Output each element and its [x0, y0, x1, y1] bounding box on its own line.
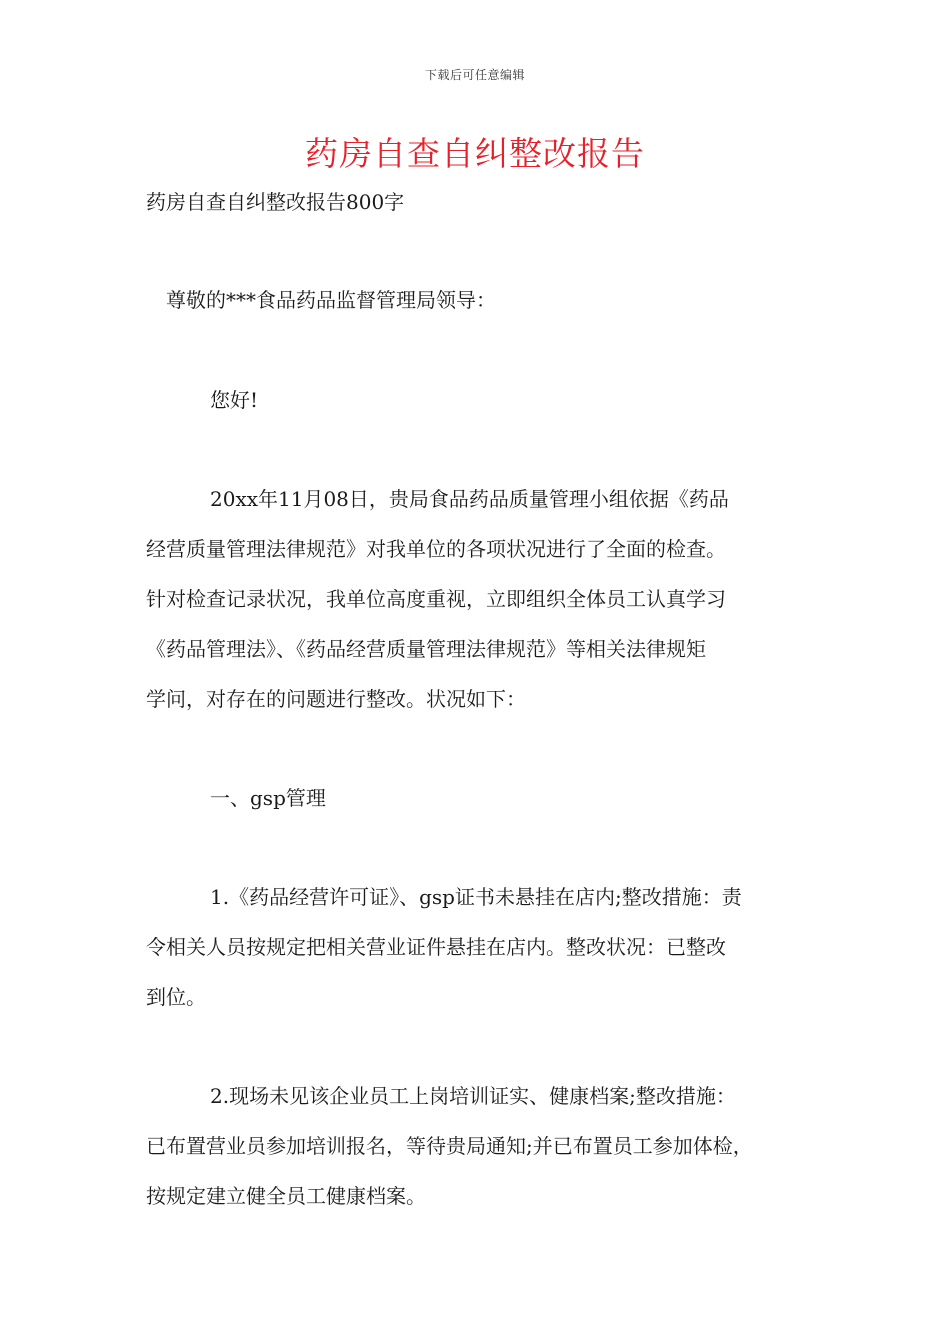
paragraph-line: 1.《药品经营许可证》、gsp证书未悬挂在店内;整改措施：责	[210, 885, 742, 909]
paragraph-line: 20xx年11月08日，贵局食品药品质量管理小组依据《药品	[210, 487, 729, 511]
document-title: 药房自查自纠整改报告	[305, 134, 645, 173]
paragraph-line: 《药品管理法》、《药品经营质量管理法律规范》等相关法律规矩	[146, 637, 706, 661]
paragraph-line: 按规定建立健全员工健康档案。	[146, 1184, 426, 1208]
paragraph-line: 经营质量管理法律规范》对我单位的各项状况进行了全面的检查。	[146, 537, 726, 561]
paragraph-line: 2.现场未见该企业员工上岗培训证实、健康档案;整改措施：	[210, 1084, 736, 1108]
greeting: 您好!	[210, 388, 259, 412]
list-item-1	[146, 872, 816, 1022]
paragraph-line: 学问，对存在的问题进行整改。状况如下：	[146, 687, 526, 711]
paragraph-line: 令相关人员按规定把相关营业证件悬挂在店内。整改状况：已整改	[146, 935, 726, 959]
page-header: 下载后可任意编辑	[424, 68, 525, 82]
paragraph-line: 已布置营业员参加培训报名，等待贵局通知;并已布置员工参加体检，	[146, 1134, 753, 1158]
document-subtitle: 药房自查自纠整改报告800字	[146, 190, 405, 214]
list-item-2	[146, 1071, 816, 1221]
paragraph-line: 针对检查记录状况，我单位高度重视，立即组织全体员工认真学习	[146, 587, 726, 611]
section-heading-gsp: 一、gsp管理	[210, 786, 326, 810]
paragraph-line: 到位。	[146, 985, 206, 1009]
paragraph-inspection	[146, 474, 816, 724]
salutation: 尊敬的***食品药品监督管理局领导：	[166, 288, 496, 312]
